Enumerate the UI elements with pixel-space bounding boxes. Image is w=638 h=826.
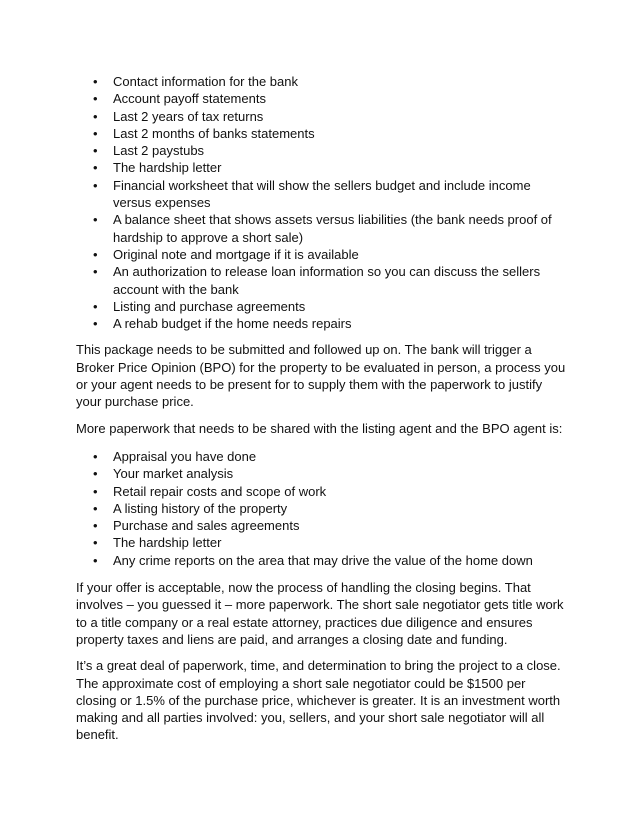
list-item: • Listing and purchase agreements (93, 298, 306, 314)
list-item: • Your market analysis (93, 466, 234, 482)
list-item: • Last 2 years of tax returns (93, 108, 264, 124)
list-item: • Last 2 months of banks statements (93, 125, 315, 141)
bullet-icon: • (93, 91, 98, 107)
list-item: • Last 2 paystubs (93, 143, 205, 159)
bullet-icon: • (93, 246, 98, 262)
bullet-icon: • (93, 316, 98, 332)
cost-paragraph: It’s a great deal of paperwork, time, and determination to bring the project to a close. The approximate cost of employing a short sale negotiator could be $1500 per closing or 1.5% of the purchase price, whichever is greater. It is an investment worth making and all parties involved: you, sellers, and your short sale negotiator will all benefit. (76, 658, 561, 743)
bullet-icon: • (93, 177, 98, 193)
bullet-icon: • (93, 552, 98, 568)
document-page (76, 73, 566, 753)
bullet-icon: • (93, 466, 98, 482)
list-item: • Account payoff statements (93, 91, 266, 107)
bullet-icon: • (93, 500, 98, 516)
list-item: • The hardship letter (93, 535, 222, 551)
closing-paragraph: If your offer is acceptable, now the process of handling the closing begins. That involves – you guessed it – more paperwork. The short sale negotiator gets title work to a title company or a real estate attorney, practices due diligence and ensures property taxes and liens are paid, and arranges a closing date and funding. (76, 580, 564, 647)
bullet-icon: • (93, 108, 98, 124)
bullet-icon: • (93, 143, 98, 159)
list-item: • A listing history of the property (93, 500, 288, 516)
bullet-icon: • (93, 125, 98, 141)
list-item: • A rehab budget if the home needs repairs (93, 316, 352, 332)
list-item: • Purchase and sales agreements (93, 518, 300, 534)
bullet-icon: • (93, 483, 98, 499)
bullet-icon: • (93, 74, 98, 89)
list-item: • Appraisal you have done (93, 448, 257, 464)
list-item: • Any crime reports on the area that may drive the value of the home down (93, 552, 533, 568)
more-paperwork-intro: More paperwork that needs to be shared with the listing agent and the BPO agent is: (76, 420, 563, 436)
bullet-icon: • (93, 212, 98, 228)
bullet-icon: • (93, 448, 98, 464)
bullet-icon: • (93, 264, 98, 280)
bullet-icon: • (93, 518, 98, 534)
bpo-documents-list (76, 448, 566, 569)
bullet-icon: • (93, 160, 98, 176)
list-item: • Retail repair costs and scope of work (93, 483, 327, 499)
list-item: • The hardship letter (93, 160, 222, 176)
bullet-icon: • (93, 298, 98, 314)
list-item: • Financial worksheet that will show the sellers budget and include income versus expenses (93, 177, 531, 211)
list-item: • Original note and mortgage if it is available (93, 246, 359, 262)
bullet-icon: • (93, 535, 98, 551)
list-item: • An authorization to release loan information so you can discuss the sellers account with the bank (93, 264, 541, 297)
list-item: • Contact information for the bank (93, 74, 298, 89)
list-item: • A balance sheet that shows assets versus liabilities (the bank needs proof of hardship to approve a short sale) (93, 212, 552, 245)
required-documents-list (76, 73, 566, 332)
bpo-paragraph: This package needs to be submitted and followed up on. The bank will trigger a Broker Price Opinion (BPO) for the property to be evaluated in person, a process you or your agent needs to be present for to supply them with the paperwork to justify your purchase price. (76, 342, 566, 410)
